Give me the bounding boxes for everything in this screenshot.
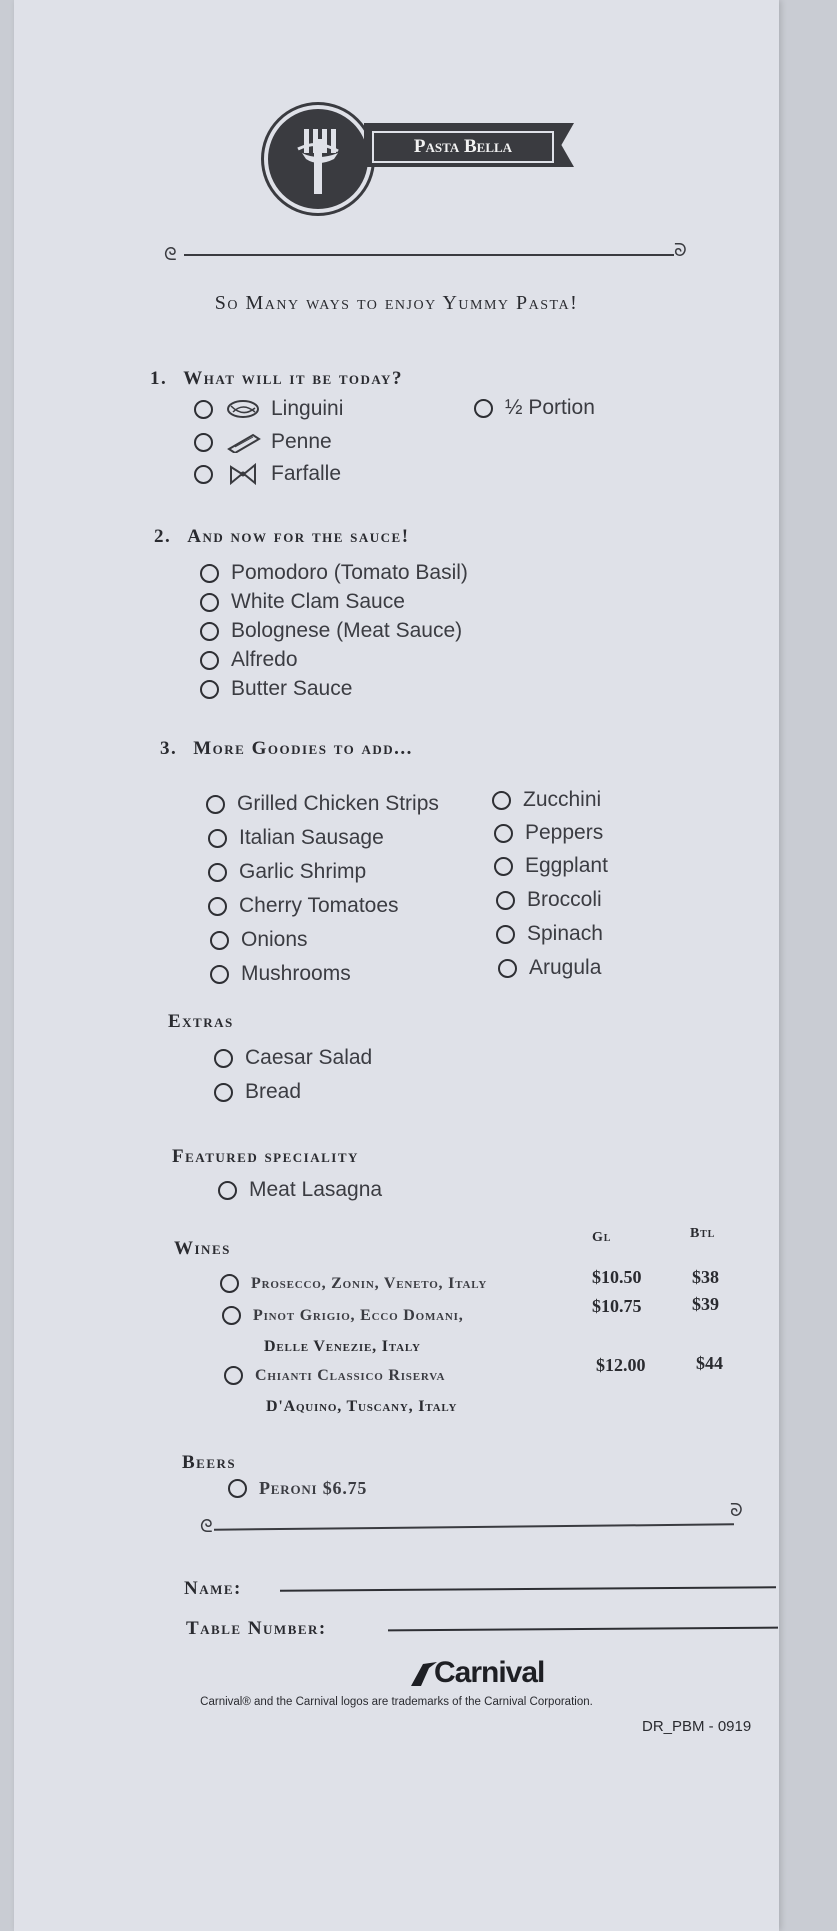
wine-name-pinot-grigio: Pinot Grigio, Ecco Domani,	[253, 1306, 464, 1324]
radio-bread[interactable]	[214, 1083, 233, 1102]
radio-peroni[interactable]	[228, 1479, 247, 1498]
radio-grilled-chicken[interactable]	[206, 795, 225, 814]
logo-emblem	[264, 105, 372, 213]
option-peroni[interactable]	[228, 1478, 367, 1499]
option-spinach[interactable]	[496, 922, 603, 946]
radio-butter-sauce[interactable]	[200, 680, 219, 699]
radio-white-clam[interactable]	[200, 593, 219, 612]
label-penne: Penne	[271, 430, 332, 453]
document-code: DR_PBM - 0919	[642, 1718, 752, 1735]
bottle-column-header: Btl	[690, 1226, 716, 1241]
label-pomodoro: Pomodoro (Tomato Basil)	[231, 561, 468, 584]
radio-farfalle[interactable]	[194, 465, 213, 484]
radio-alfredo[interactable]	[200, 651, 219, 670]
section3-number: 3.	[160, 738, 178, 759]
radio-pinot-grigio[interactable]	[222, 1306, 241, 1325]
wine-region-chianti: D'Aquino, Tuscany, Italy	[266, 1398, 458, 1415]
featured-heading: Featured speciality	[172, 1146, 359, 1167]
option-arugula[interactable]	[498, 956, 601, 980]
price-glass-prosecco: $10.50	[592, 1267, 642, 1287]
bottom-divider	[214, 1523, 734, 1530]
radio-penne[interactable]	[194, 433, 213, 452]
option-pomodoro[interactable]	[200, 561, 468, 585]
section1-title: What will it be today?	[183, 368, 403, 389]
penne-icon	[225, 431, 261, 453]
swirl-right-icon: ᘐ	[674, 240, 687, 261]
option-cherry-tomatoes[interactable]	[208, 894, 399, 918]
swirl-right-icon-2: ᘐ	[730, 1500, 743, 1521]
label-grilled-chicken: Grilled Chicken Strips	[237, 792, 439, 815]
radio-peppers[interactable]	[494, 824, 513, 843]
option-eggplant[interactable]	[494, 854, 608, 878]
radio-caesar-salad[interactable]	[214, 1049, 233, 1068]
section3-title: More Goodies to add...	[193, 738, 413, 759]
option-italian-sausage[interactable]	[208, 826, 384, 850]
top-divider	[184, 254, 674, 256]
label-half-portion: ½ Portion	[505, 396, 595, 419]
option-peppers[interactable]	[494, 821, 603, 845]
option-grilled-chicken[interactable]	[206, 792, 439, 816]
option-penne[interactable]	[194, 430, 332, 454]
label-spinach: Spinach	[527, 922, 603, 945]
radio-garlic-shrimp[interactable]	[208, 863, 227, 882]
wine-row-chianti[interactable]	[224, 1366, 445, 1385]
price-glass-chianti: $12.00	[596, 1355, 646, 1375]
option-farfalle[interactable]	[194, 462, 341, 486]
radio-pomodoro[interactable]	[200, 564, 219, 583]
label-butter-sauce: Butter Sauce	[231, 677, 353, 700]
label-meat-lasagna: Meat Lasagna	[249, 1178, 383, 1201]
option-bread[interactable]	[214, 1080, 301, 1104]
radio-broccoli[interactable]	[496, 891, 515, 910]
label-mushrooms: Mushrooms	[241, 962, 351, 985]
menu-sheet	[14, 0, 779, 1931]
radio-eggplant[interactable]	[494, 857, 513, 876]
wine-row-pinot-grigio[interactable]	[222, 1306, 464, 1325]
option-broccoli[interactable]	[496, 888, 602, 912]
label-linguini: Linguini	[271, 397, 344, 420]
label-bread: Bread	[245, 1080, 302, 1103]
option-caesar-salad[interactable]	[214, 1046, 372, 1070]
swirl-left-icon: ᘓ	[164, 244, 177, 265]
beers-heading: Beers	[182, 1452, 237, 1473]
trademark-notice: Carnival® and the Carnival logos are trademarks of the Carnival Corporation.	[200, 1696, 593, 1708]
radio-spinach[interactable]	[496, 925, 515, 944]
option-onions[interactable]	[210, 928, 308, 952]
table-number-field[interactable]	[388, 1627, 778, 1632]
label-peroni: Peroni $6.75	[259, 1478, 368, 1498]
wines-heading: Wines	[174, 1238, 231, 1259]
radio-bolognese[interactable]	[200, 622, 219, 641]
option-mushrooms[interactable]	[210, 962, 351, 986]
radio-italian-sausage[interactable]	[208, 829, 227, 848]
option-zucchini[interactable]	[492, 788, 601, 812]
label-eggplant: Eggplant	[525, 854, 608, 877]
price-bottle-pinot-grigio: $39	[692, 1294, 719, 1314]
label-white-clam: White Clam Sauce	[231, 590, 405, 613]
section3-heading	[160, 738, 413, 760]
label-peppers: Peppers	[525, 821, 604, 844]
label-italian-sausage: Italian Sausage	[239, 826, 384, 849]
option-butter-sauce[interactable]	[200, 677, 352, 701]
option-alfredo[interactable]	[200, 648, 298, 672]
option-bolognese[interactable]	[200, 619, 462, 643]
wine-name-chianti: Chianti Classico Riserva	[255, 1366, 446, 1384]
label-alfredo: Alfredo	[231, 648, 298, 671]
wine-row-prosecco[interactable]	[220, 1274, 487, 1293]
label-arugula: Arugula	[529, 956, 602, 979]
radio-onions[interactable]	[210, 931, 229, 950]
option-white-clam[interactable]	[200, 590, 405, 614]
option-garlic-shrimp[interactable]	[208, 860, 366, 884]
radio-cherry-tomatoes[interactable]	[208, 897, 227, 916]
tagline: So Many ways to enjoy Yummy Pasta!	[214, 292, 579, 314]
radio-half-portion[interactable]	[474, 399, 493, 418]
farfalle-icon	[225, 463, 261, 485]
swirl-left-icon-2: ᘓ	[200, 1516, 213, 1537]
extras-heading: Extras	[168, 1011, 234, 1032]
linguini-icon	[225, 398, 261, 420]
section2-heading	[154, 526, 410, 548]
section2-title: And now for the sauce!	[187, 526, 410, 547]
label-caesar-salad: Caesar Salad	[245, 1046, 373, 1069]
label-garlic-shrimp: Garlic Shrimp	[239, 860, 367, 883]
section2-number: 2.	[154, 526, 172, 547]
label-farfalle: Farfalle	[271, 462, 342, 485]
wine-region-pinot-grigio: Delle Venezie, Italy	[264, 1338, 421, 1355]
price-bottle-prosecco: $38	[692, 1267, 719, 1287]
logo-text: Pasta Bella	[372, 131, 554, 163]
option-meat-lasagna[interactable]	[218, 1178, 382, 1202]
radio-meat-lasagna[interactable]	[218, 1181, 237, 1200]
radio-prosecco[interactable]	[220, 1274, 239, 1293]
table-number-label: Table Number:	[186, 1618, 327, 1639]
label-onions: Onions	[241, 928, 308, 951]
pasta-bella-logo	[264, 105, 604, 215]
label-zucchini: Zucchini	[523, 788, 602, 811]
label-bolognese: Bolognese (Meat Sauce)	[231, 619, 463, 642]
price-glass-pinot-grigio: $10.75	[592, 1296, 642, 1316]
price-bottle-chianti: $44	[696, 1353, 723, 1373]
carnival-logo-text: Carnival	[434, 1656, 545, 1689]
radio-linguini[interactable]	[194, 400, 213, 419]
option-half-portion[interactable]	[474, 396, 595, 420]
radio-mushrooms[interactable]	[210, 965, 229, 984]
label-cherry-tomatoes: Cherry Tomatoes	[239, 894, 399, 917]
name-field[interactable]	[280, 1586, 776, 1591]
label-broccoli: Broccoli	[527, 888, 602, 911]
radio-arugula[interactable]	[498, 959, 517, 978]
name-label: Name:	[184, 1578, 242, 1599]
section1-number: 1.	[150, 368, 168, 389]
fork-icon	[268, 109, 368, 209]
option-linguini[interactable]	[194, 397, 343, 421]
section1-heading	[150, 368, 403, 390]
radio-zucchini[interactable]	[492, 791, 511, 810]
glass-column-header: Gl	[592, 1230, 612, 1245]
wine-name-prosecco: Prosecco, Zonin, Veneto, Italy	[251, 1274, 488, 1292]
radio-chianti[interactable]	[224, 1366, 243, 1385]
